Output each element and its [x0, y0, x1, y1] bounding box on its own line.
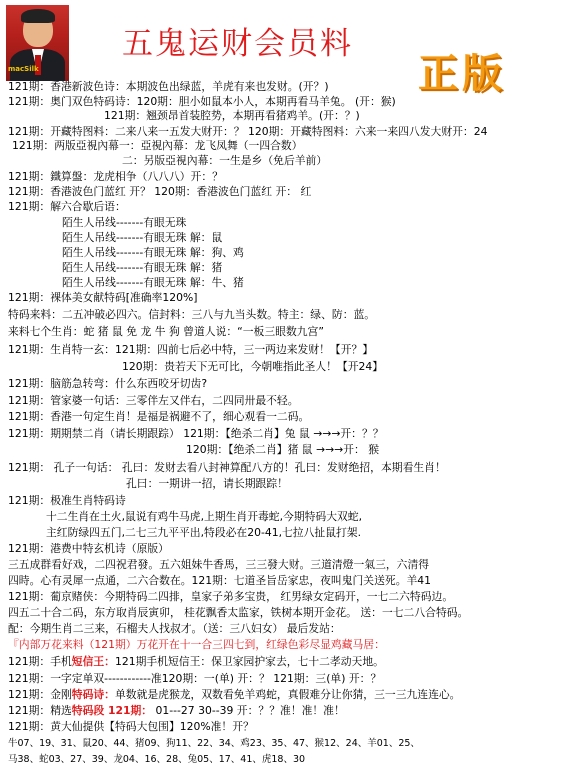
content-line: 121期：开藏特图料：二来八来一五发大财开：？ 120期：开藏特图料：六来一来四八发大财开：24 [8, 125, 488, 138]
content-line: 二：另版亞視內幕：一生是乡（免后羊前） [122, 154, 328, 167]
content-line: 120期：贵若天下无可比，今朝唯指此圣人！【开24】 [122, 360, 384, 373]
content-line: 特码来料：二五冲破必四六。信封料：三八与九当头数。特主：绿、防：蓝。 [8, 308, 376, 321]
portrait-photo [6, 5, 69, 81]
content-line: 陌生人吊线-------有眼无珠 解：牛、猪 [62, 276, 244, 289]
content-line: 121期：香港一句定生肖！是福是祸避不了，细心观看一二码。 [8, 410, 310, 423]
content-line: 121期：一字定单双------------准120期：一(单) 开：？ 121期：三(单) 开：？ [8, 672, 382, 685]
content-line: 三五成群看好戏，二四祝君發。五六姐妹牛香馬，三三發大财。三道清燈一氣三，六清得 [8, 558, 430, 571]
content-line: 四時。心有灵犀一点通，二六合数在。121期：七道圣旨岳家忠，夜叫鬼门关送死。羊41 [8, 574, 432, 587]
content-line: 陌生人吊线-------有眼无珠 [62, 216, 187, 229]
content-line: 121期：香港新波色诗：本期波色出绿蓝，羊虎有来也发财。(开？) [8, 80, 329, 93]
content-line: 『内部万花来料（121期）万花开在十一合三四七到，红绿色彩尽显鸡藏马居： [8, 638, 385, 651]
content-line: 121期：金刚特码诗：单数就是虎猴龙，双数看免羊鸡蛇，真假难分让你猜，三一三九连连心。 [8, 688, 461, 701]
content-line: 121期：精选特码段 121期： 01---27 30--39 开：？？准！准！准！ [8, 704, 345, 717]
content-line: 121期：手机短信王：121期手机短信王：保卫家园护家去，七十二孝动天地。 [8, 655, 384, 668]
content-line: 121期：两版亞視內幕一：亞視內幕：龙飞凤舞（一四合数） [12, 139, 303, 152]
content-line: 十二生肖在土火,鼠说有鸡牛马虎,上期生肖开毒蛇,今期特码大双蛇, [46, 510, 363, 523]
content-line: 马38、蛇03、27、39、龙04、16、28、兔05、17、41、虎18、30 [8, 754, 306, 765]
content-line: 121期：极准生肖特码诗 [8, 494, 126, 507]
content-line: 121期：翘颈昂首装腔势，本期再看猪鸡羊。(开：？) [104, 109, 360, 122]
genuine-edition-badge: 正版 [418, 50, 506, 97]
content-line: 121期：生肖特一玄：121期：四前七后必中特，三一两边来发财！【开？】 [8, 343, 374, 356]
page-title: 五鬼运财会员料 [122, 26, 353, 62]
content-line: 120期：【绝杀二肖】猪 鼠 →→→开： 猴 [186, 443, 380, 456]
content-line: 配：今期生肖二三来，石榴夫人找叔才。（送：三八妇女） 最后发站： [8, 622, 341, 635]
content-line: 121期：香港波色门蓝红 开？ 120期：香港波色门蓝红 开： 红 [8, 185, 312, 198]
content-line: 121期：奥门双色特码诗：120期：胆小如鼠本小人，本期再看马羊兔。 (开：猴) [8, 95, 396, 108]
content-line: 121期：管家婆一句话：三零伴左又伴右，二四同卅最不轻。 [8, 394, 299, 407]
content-line: 121期：鐵算盤：龙虎相争（八八八）开：？ [8, 170, 223, 183]
content-line: 主红防绿四五门,二七三九平平出,特段必在20-41,七拉八扯鼠打架. [46, 526, 362, 539]
content-line: 121期：脑筋急转弯：什么东西咬牙切齿? [8, 377, 208, 390]
content-line: 孔曰：一期讲一招，请长期跟踪！ [126, 477, 288, 490]
content-line: 121期：裸体美女献特码[准确率120%] [8, 291, 198, 304]
content-line: 121期：解六合歇后语： [8, 200, 126, 213]
content-line: 牛07、19、31、鼠20、44、猪09、狗11、22、34、鸡23、35、47、猴12、24、羊01、25、 [8, 738, 420, 749]
content-line: 陌生人吊线-------有眼无珠 解：狗、鸡 [62, 246, 244, 259]
content-line: 121期： 孔子一句话： 孔曰：发财去看八封神算配八方的！孔曰：发财绝招，本期看生肖！ [8, 461, 446, 474]
content-line: 121期：期期禁二肖（请长期跟踪） 121期：【绝杀二肖】兔 鼠 →→→开：？？ [8, 427, 384, 440]
photo-caption: macSilk [8, 65, 39, 73]
content-line: 四五二十合二码，东方取肖辰寅卯， 桂花飘香太监家，铁树本期开金花。 送：一七二八合特码。 [8, 606, 469, 619]
content-line: 陌生人吊线-------有眼无珠 解：鼠 [62, 231, 223, 244]
content-line: 陌生人吊线-------有眼无珠 解：猪 [62, 261, 223, 274]
content-line: 121期：黄大仙提供【特码大包围】120%准！开？ [8, 720, 254, 733]
content-line: 121期：葡京赌侠：今期特码二四排，皇家子弟多宝贵， 红男绿女定码开，一七二六特码边。 [8, 590, 454, 603]
content-line: 来料七个生肖：蛇 猪 鼠 免 龙 牛 狗 曾道人说：“一板三眼数九宫” [8, 325, 324, 338]
content-line: 121期：港费中特玄机诗（原版） [8, 542, 169, 555]
